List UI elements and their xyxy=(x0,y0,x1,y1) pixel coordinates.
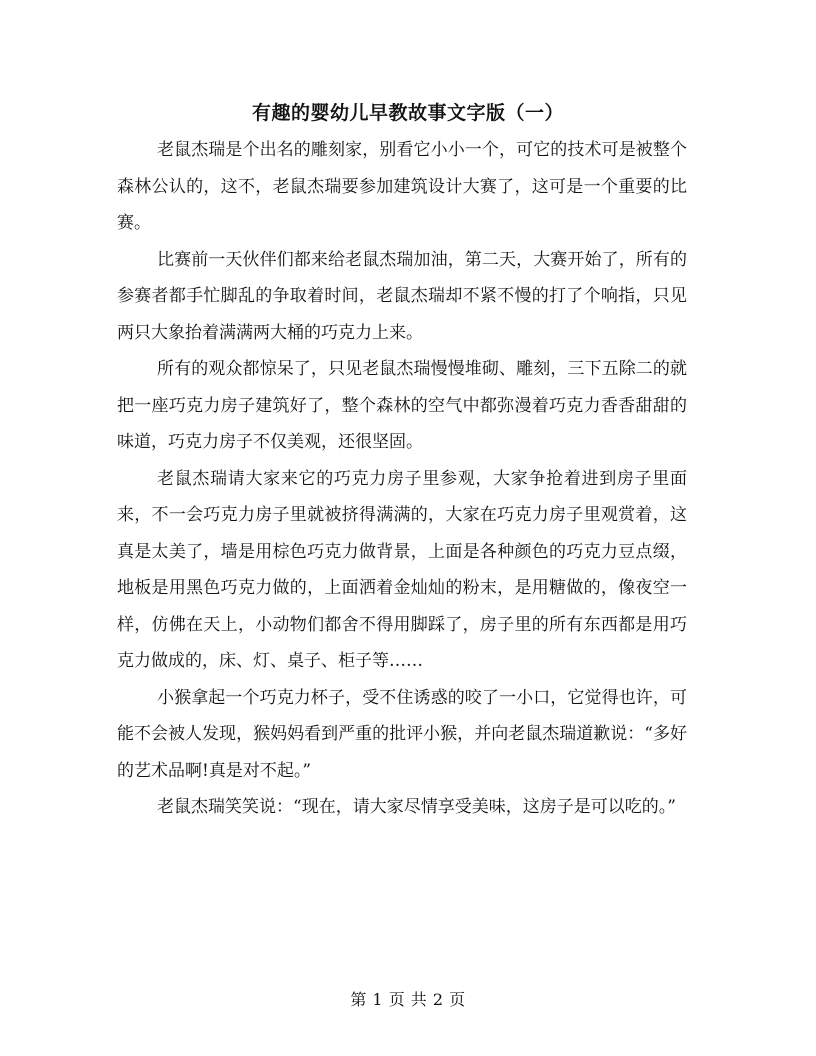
paragraph-3: 所有的观众都惊呆了，只见老鼠杰瑞慢慢堆砌、雕刻，三下五除二的就把一座巧克力房子建筑好了，整个森林的空气中都弥漫着巧克力香香甜甜的味道，巧克力房子不仅美观，还很坚固。 xyxy=(117,359,687,452)
document-body xyxy=(117,132,687,826)
document-title: 有趣的婴幼儿早教故事文字版（一） xyxy=(251,102,564,124)
page-number-footer: 第 1 页 共 2 页 xyxy=(350,990,466,1009)
paragraph-4: 老鼠杰瑞请大家来它的巧克力房子里参观，大家争抢着进到房子里面来，不一会巧克力房子里就被挤得满满的，大家在巧克力房子里观赏着，这真是太美了，墙是用棕色巧克力做背景，上面是各种颜色的巧克力豆点缀，地板是用黑色巧克力做的，上面洒着金灿灿的粉末，是用糖做的，像夜空一样，仿佛在天上，小动物们都舍不得用脚踩了，房子里的所有东西都是用巧克力做成的，床、灯、桌子、柜子等…… xyxy=(117,468,687,671)
paragraph-2: 比赛前一天伙伴们都来给老鼠杰瑞加油，第二天，大赛开始了，所有的参赛者都手忙脚乱的争取着时间，老鼠杰瑞却不紧不慢的打了个响指，只见两只大象抬着满满两大桶的巧克力上来。 xyxy=(117,249,687,343)
paragraph-6: 老鼠杰瑞笑笑说：“现在，请大家尽情享受美味，这房子是可以吃的。” xyxy=(157,797,676,817)
paragraph-1: 老鼠杰瑞是个出名的雕刻家，别看它小小一个，可它的技术可是被整个森林公认的，这不，老鼠杰瑞要参加建筑设计大赛了，这可是一个重要的比赛。 xyxy=(117,140,687,233)
paragraph-5: 小猴拿起一个巧克力杯子，受不住诱惑的咬了一小口，它觉得也许，可能不会被人发现，猴妈妈看到严重的批评小猴，并向老鼠杰瑞道歉说：“多好的艺术品啊!真是对不起。” xyxy=(117,687,687,781)
